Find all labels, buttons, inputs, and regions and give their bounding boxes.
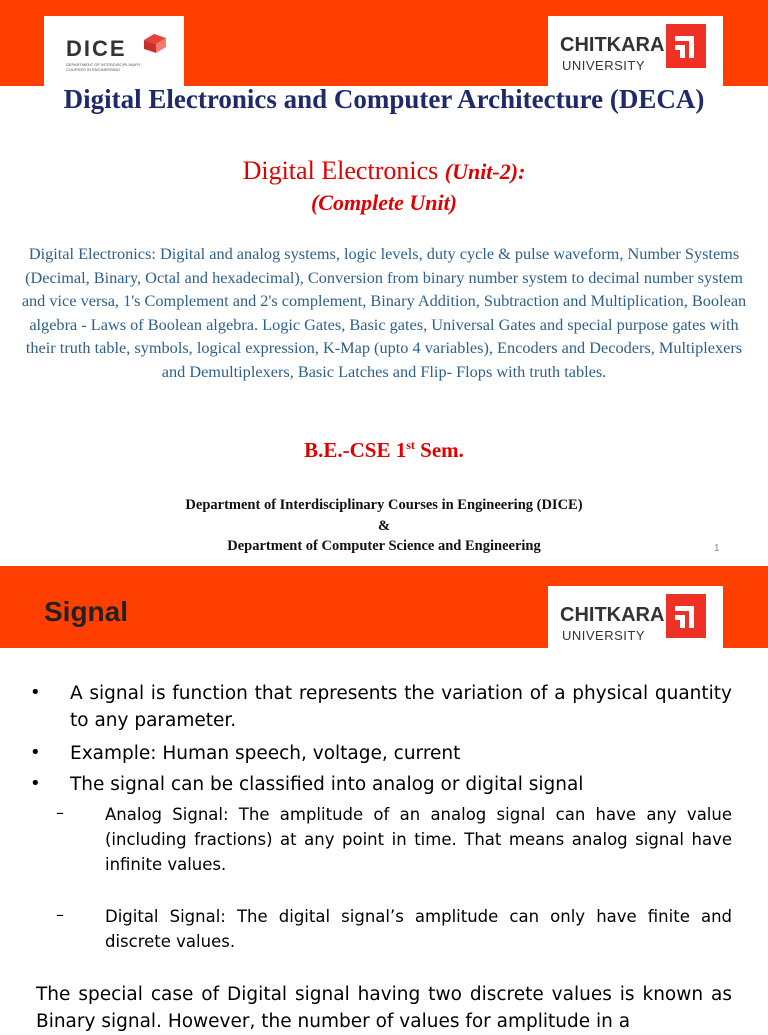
sub-item-marker: – — [56, 905, 64, 924]
complete-unit-label: (Complete Unit) — [310, 190, 458, 215]
slide-2-title: Signal — [44, 596, 129, 627]
department-cse: Department of Computer Science and Engineering — [227, 538, 541, 554]
department-dice: Department of Interdisciplinary Courses in Engineering (DICE) — [185, 497, 583, 513]
page-number: 1 — [714, 543, 720, 554]
semester-prefix: B.E.-CSE 1 — [304, 438, 407, 462]
unit-tag: (Unit-2): — [444, 159, 526, 184]
dice-logo-subtitle: DEPARTMENT OF INTERDISCIPLINARY COURSES IN ENGINEERING — [66, 62, 141, 72]
chitkara-mark-icon — [666, 24, 706, 68]
semester-label — [0, 438, 768, 463]
chitkara-logo-university: UNIVERSITY — [562, 58, 646, 73]
semester-suffix: Sem. — [414, 438, 464, 462]
course-title: Digital Electronics and Computer Architecture (DECA) — [63, 84, 705, 114]
bullet-marker: • — [30, 682, 41, 703]
bullet-marker: • — [30, 742, 41, 763]
sub-item-digital: Digital Signal: The digital signal’s amplitude can only have finite and discrete values. — [105, 907, 732, 951]
chitkara-logo-word: CHITKARA — [560, 34, 665, 56]
bullet-item: A signal is function that represents the variation of a physical quantity to any parameter. — [70, 683, 732, 731]
bullet-item: Example: Human speech, voltage, current — [70, 743, 461, 764]
chitkara-logo-2 — [548, 586, 723, 652]
chitkara-logo-word: CHITKARA — [560, 604, 665, 626]
dice-logo — [44, 16, 184, 86]
chitkara-logo — [548, 16, 723, 86]
semester-ordinal: st — [406, 438, 415, 452]
sub-item-marker: – — [56, 803, 64, 822]
dice-cube-icon — [142, 32, 168, 54]
syllabus-text: Digital Electronics: Digital and analog systems, logic levels, duty cycle & pulse waveform, Number Systems (Decimal, Binary, Octal and hexadecimal), Conversion from binary number system to decimal number system and vice versa, 1's Complement and 2's complement, Binary Addition, Subtraction and Multiplication, Boolean algebra - Laws of Boolean algebra. Logic Gates, Basic gates, Universal Gates and special purpose gates with their truth table, symbols, logical expression, K-Map (upto 4 variables), Encoders and Decoders, Multiplexers and Demultiplexers, Basic Latches and Flip- Flops with truth tables. — [21, 244, 747, 381]
sub-item-analog: Analog Signal: The amplitude of an analog signal can have any value (including fractions) at any point in time. That means analog signal have infinite values. — [105, 805, 732, 874]
unit-title-text: Digital Electronics — [242, 156, 445, 185]
unit-title — [0, 156, 768, 186]
dice-logo-word: DICE — [66, 36, 127, 61]
chitkara-logo-university: UNIVERSITY — [562, 628, 646, 643]
department-ampersand: & — [377, 518, 391, 534]
chitkara-mark-icon — [666, 594, 706, 638]
slide-2 — [0, 566, 768, 1032]
bullet-marker: • — [30, 773, 41, 794]
binary-signal-paragraph: The special case of Digital signal having two discrete values is known as Binary signal. However, the number of values for amplitude in a — [36, 984, 732, 1032]
bullet-item: The signal can be classified into analog or digital signal — [70, 774, 584, 795]
